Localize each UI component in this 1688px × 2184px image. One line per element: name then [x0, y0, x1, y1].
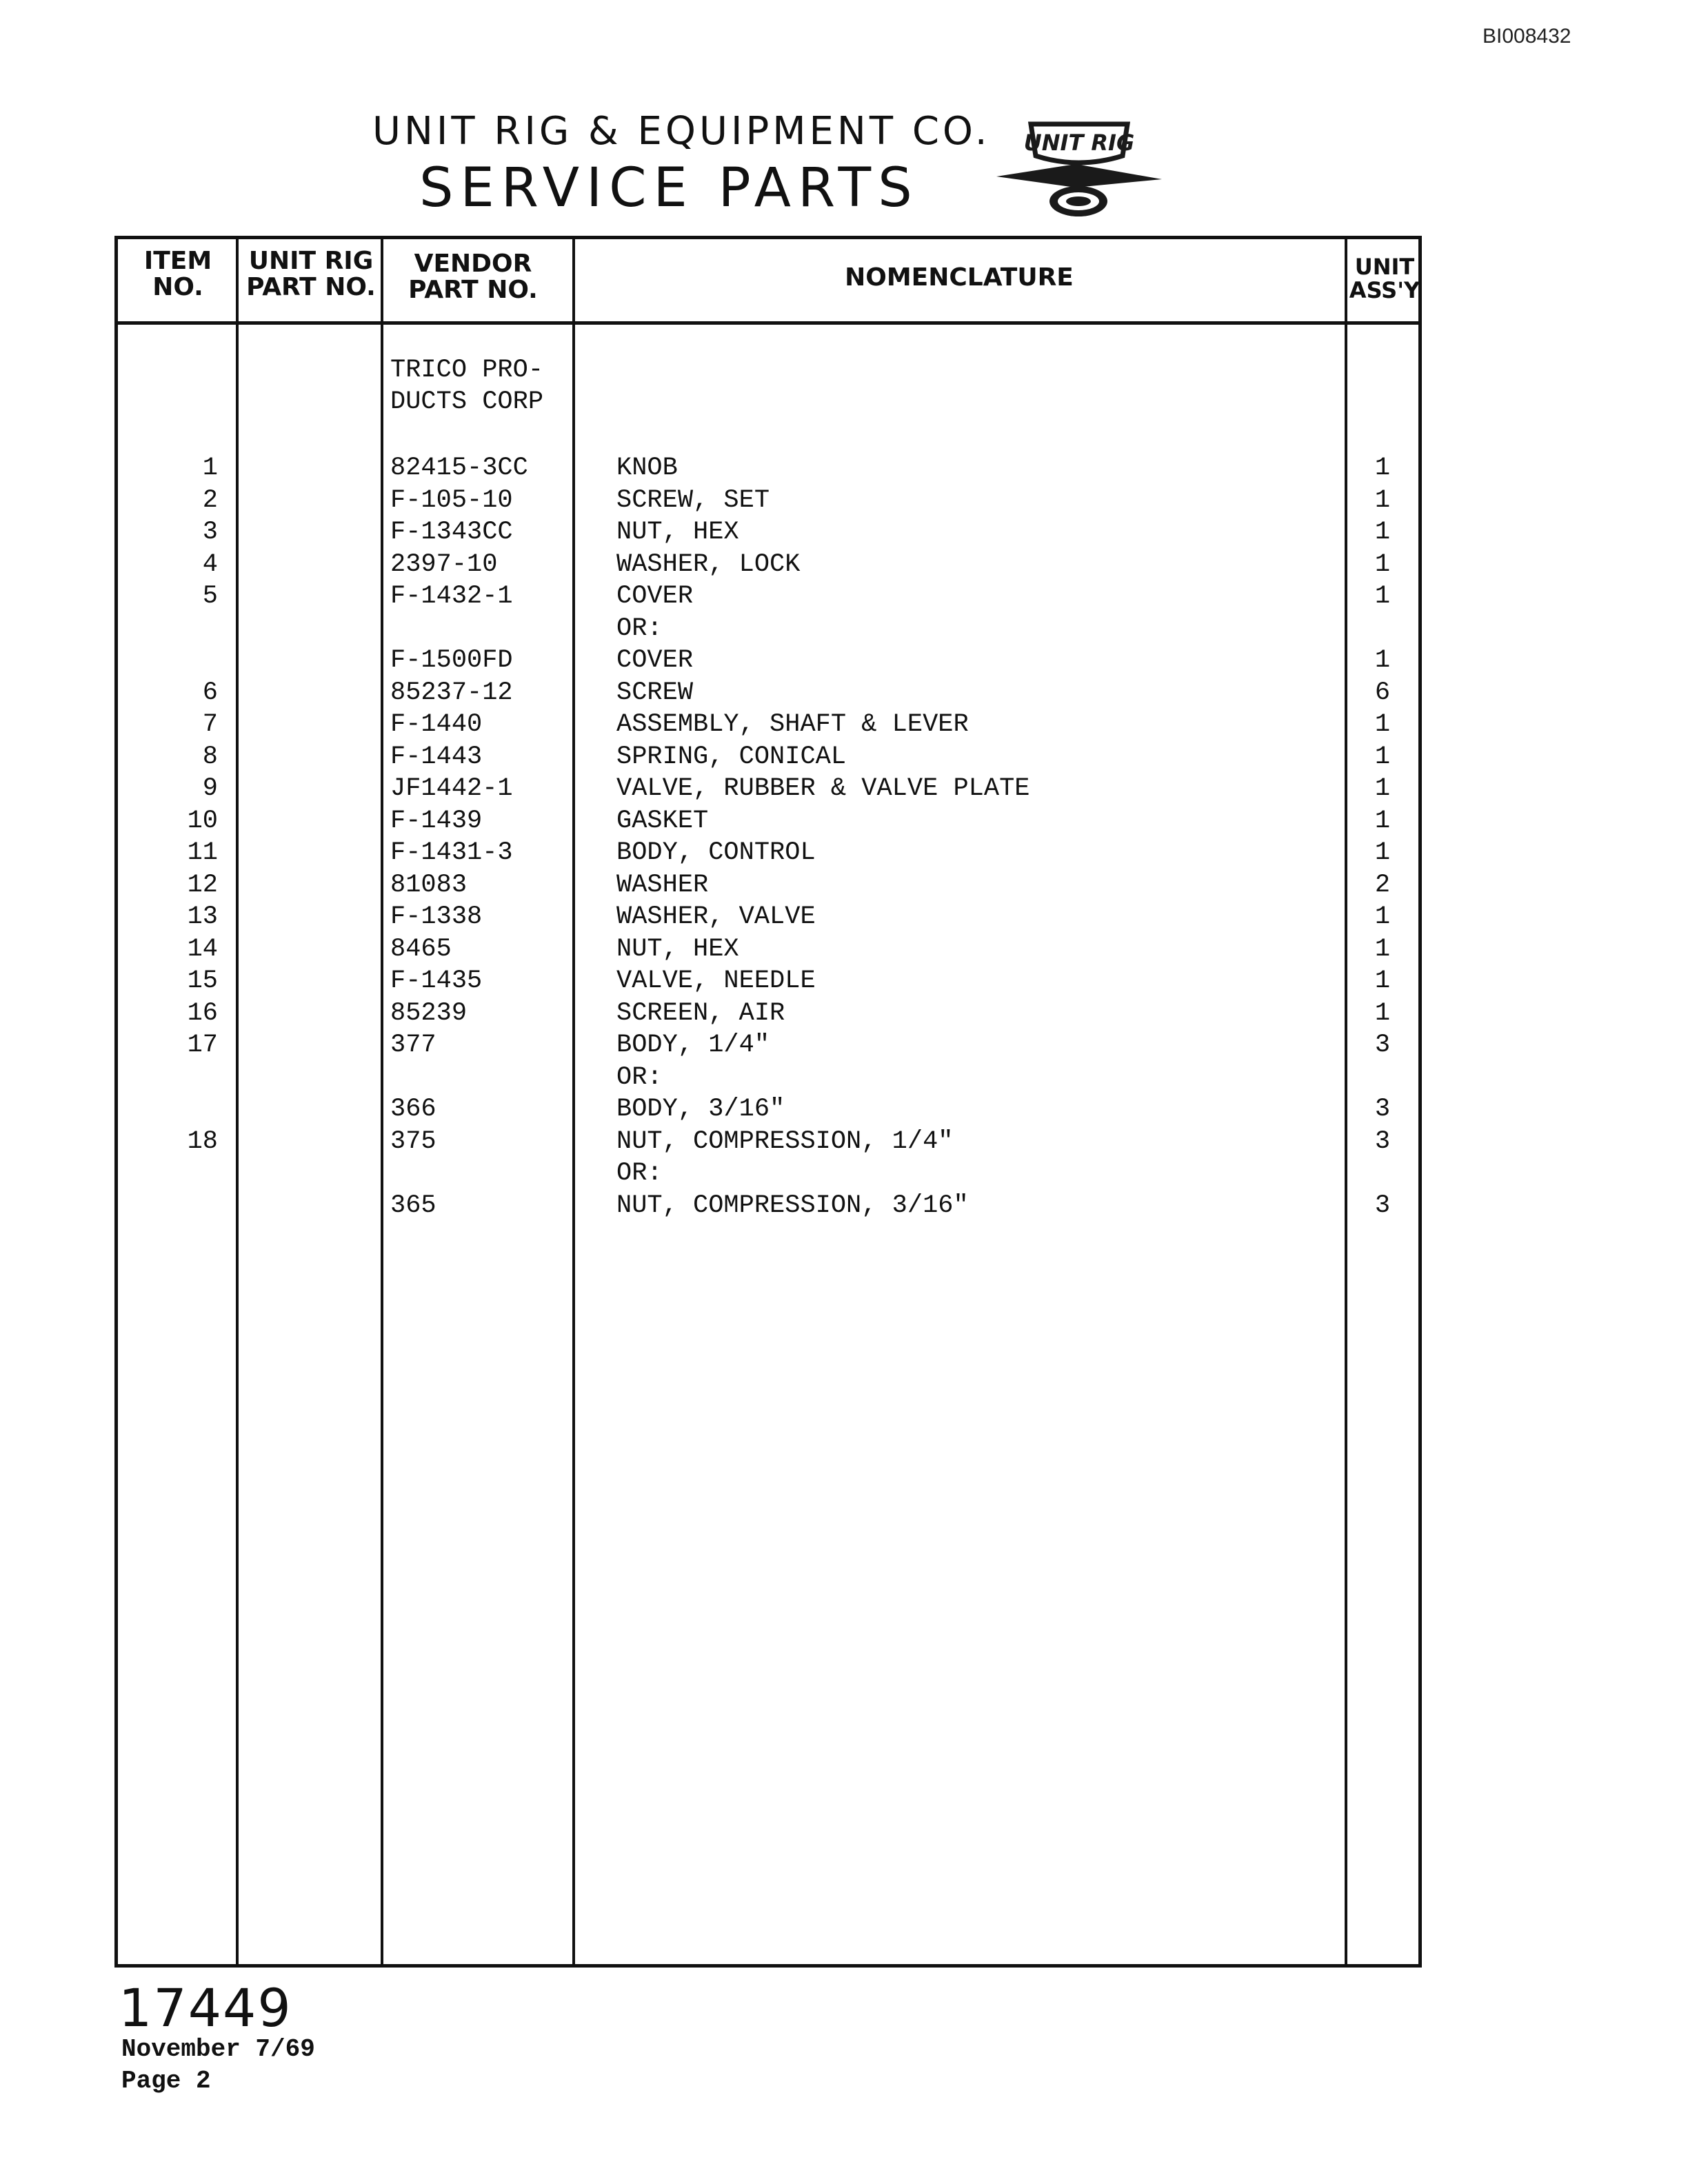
vendor-name-line1: TRICO PRO- — [390, 356, 544, 385]
row-vendor-part-no: 2397-10 — [390, 550, 498, 579]
row-vendor-part-no: 81083 — [390, 871, 468, 900]
row-vendor-part-no: F-1432-1 — [390, 582, 513, 611]
row-item-no: 11 — [187, 838, 218, 867]
row-nomenclature: BODY, 3/16" — [616, 1095, 785, 1124]
header-vendor-line2: PART NO. — [408, 276, 538, 304]
row-nomenclature: NUT, HEX — [616, 935, 739, 964]
row-nomenclature: NUT, COMPRESSION, 3/16" — [616, 1191, 969, 1220]
row-vendor-part-no: 366 — [390, 1095, 436, 1124]
row-nomenclature: KNOB — [616, 454, 678, 483]
row-item-no — [114, 1190, 218, 1222]
header-item-no-line1: ITEM — [143, 247, 212, 275]
unit-rig-logo — [993, 116, 1165, 226]
header-unit-assy-line2: ASS'Y — [1349, 277, 1420, 303]
row-vendor-part-no: 85237-12 — [390, 678, 513, 707]
row-nomenclature: WASHER — [616, 871, 709, 900]
row-vendor-part-no: JF1442-1 — [390, 774, 513, 803]
row-vendor-part-no: F-1343CC — [390, 518, 513, 547]
header-unit-rig-part-no — [240, 248, 382, 301]
row-nomenclature: VALVE, NEEDLE — [616, 967, 816, 995]
svg-text:UNIT RIG: UNIT RIG — [1023, 130, 1135, 156]
row-unit-assy — [1352, 1062, 1414, 1093]
page-number: Page 2 — [121, 2067, 211, 2095]
row-nomenclature: VALVE, RUBBER & VALVE PLATE — [616, 774, 1030, 803]
row-vendor-part-no: F-1440 — [390, 710, 483, 739]
header-item-no-line2: NO. — [152, 273, 203, 301]
row-item-no: 7 — [202, 710, 218, 739]
row-nomenclature: NUT, COMPRESSION, 1/4" — [616, 1127, 954, 1156]
row-unit-assy: 3 — [1374, 1127, 1391, 1156]
row-unit-assy: 1 — [1374, 807, 1391, 836]
row-vendor-part-no: F-1435 — [390, 967, 483, 995]
row-item-no: 8 — [202, 742, 218, 771]
row-nomenclature: GASKET — [616, 807, 709, 836]
row-vendor-part-no: F-1431-3 — [390, 838, 513, 867]
row-vendor-part-no: F-1500FD — [390, 646, 513, 675]
row-unit-assy: 1 — [1374, 935, 1391, 964]
row-vendor-part-no: 82415-3CC — [390, 454, 528, 483]
row-item-no: 10 — [187, 807, 218, 836]
column-divider — [381, 236, 383, 1968]
header-vendor-line1: VENDOR — [414, 250, 532, 278]
vendor-name-line2: DUCTS CORP — [390, 387, 544, 416]
row-nomenclature: SCREEN, AIR — [616, 999, 785, 1028]
row-nomenclature: COVER — [616, 582, 694, 611]
row-vendor-part-no: F-105-10 — [390, 486, 513, 515]
row-unit-assy: 1 — [1374, 646, 1391, 675]
row-unit-assy: 1 — [1374, 774, 1391, 803]
row-vendor-part-no: F-1338 — [390, 902, 483, 931]
row-item-no: 16 — [187, 999, 218, 1028]
row-unit-assy: 1 — [1374, 486, 1391, 515]
row-item-no: 4 — [202, 550, 218, 579]
document-date: November 7/69 — [121, 2035, 315, 2063]
row-item-no: 13 — [187, 902, 218, 931]
row-nomenclature: OR: — [616, 1159, 663, 1188]
row-item-no — [114, 613, 218, 645]
header-divider — [114, 321, 1422, 325]
row-vendor-part-no: 8465 — [390, 935, 452, 964]
page-title: SERVICE PARTS — [419, 157, 919, 219]
row-unit-assy: 1 — [1374, 454, 1391, 483]
row-vendor-part-no: F-1439 — [390, 807, 483, 836]
row-item-no — [114, 1157, 218, 1189]
row-item-no: 12 — [187, 871, 218, 900]
row-unit-assy: 1 — [1374, 582, 1391, 611]
header-nomenclature: NOMENCLATURE — [845, 263, 1074, 292]
row-nomenclature: COVER — [616, 646, 694, 675]
row-item-no: 3 — [202, 518, 218, 547]
row-vendor-part-no: 375 — [390, 1127, 436, 1156]
row-nomenclature: NUT, HEX — [616, 518, 739, 547]
column-divider — [236, 236, 239, 1968]
row-nomenclature: ASSEMBLY, SHAFT & LEVER — [616, 710, 969, 739]
company-name: UNIT RIG & EQUIPMENT CO. — [372, 109, 991, 154]
header-unit-rig-line1: UNIT RIG — [248, 247, 374, 275]
header-unit-assy-line1: UNIT — [1354, 254, 1415, 280]
row-nomenclature: WASHER, VALVE — [616, 902, 816, 931]
document-id: BI008432 — [1483, 25, 1571, 48]
row-item-no: 6 — [202, 678, 218, 707]
row-item-no: 17 — [187, 1031, 218, 1060]
header-unit-rig-line2: PART NO. — [246, 273, 376, 301]
row-item-no: 2 — [202, 486, 218, 515]
row-item-no: 18 — [187, 1127, 218, 1156]
row-item-no — [114, 1062, 218, 1093]
row-item-no: 14 — [187, 935, 218, 964]
row-nomenclature: SPRING, CONICAL — [616, 742, 847, 771]
row-nomenclature: SCREW, SET — [616, 486, 770, 515]
row-unit-assy: 1 — [1374, 742, 1391, 771]
row-nomenclature: OR: — [616, 1063, 663, 1092]
row-nomenclature: SCREW — [616, 678, 694, 707]
column-divider — [572, 236, 575, 1968]
row-nomenclature: WASHER, LOCK — [616, 550, 801, 579]
row-unit-assy: 2 — [1374, 871, 1391, 900]
column-divider — [1345, 236, 1347, 1968]
row-unit-assy — [1352, 1157, 1414, 1189]
row-item-no: 15 — [187, 967, 218, 995]
row-unit-assy: 6 — [1374, 678, 1391, 707]
row-vendor-part-no: F-1443 — [390, 742, 483, 771]
row-unit-assy: 1 — [1374, 902, 1391, 931]
row-vendor-part-no: 365 — [390, 1191, 436, 1220]
row-unit-assy: 3 — [1374, 1095, 1391, 1124]
row-vendor-part-no: 85239 — [390, 999, 468, 1028]
row-item-no — [114, 1093, 218, 1125]
row-unit-assy: 3 — [1374, 1031, 1391, 1060]
document-number: 17449 — [119, 1977, 292, 2039]
header-unit-assy — [1347, 255, 1422, 302]
row-nomenclature: BODY, 1/4" — [616, 1031, 770, 1060]
row-item-no — [114, 645, 218, 676]
row-unit-assy: 1 — [1374, 550, 1391, 579]
row-item-no: 1 — [202, 454, 218, 483]
row-item-no: 5 — [202, 582, 218, 611]
row-unit-assy: 1 — [1374, 967, 1391, 995]
header-item-no — [121, 248, 234, 301]
row-nomenclature: BODY, CONTROL — [616, 838, 816, 867]
row-nomenclature: OR: — [616, 614, 663, 643]
row-unit-assy: 1 — [1374, 518, 1391, 547]
row-unit-assy: 3 — [1374, 1191, 1391, 1220]
row-unit-assy: 1 — [1374, 710, 1391, 739]
row-unit-assy — [1352, 613, 1414, 645]
row-unit-assy: 1 — [1374, 999, 1391, 1028]
header-vendor-part-no — [383, 251, 563, 303]
row-unit-assy: 1 — [1374, 838, 1391, 867]
row-vendor-part-no: 377 — [390, 1031, 436, 1060]
row-item-no: 9 — [202, 774, 218, 803]
